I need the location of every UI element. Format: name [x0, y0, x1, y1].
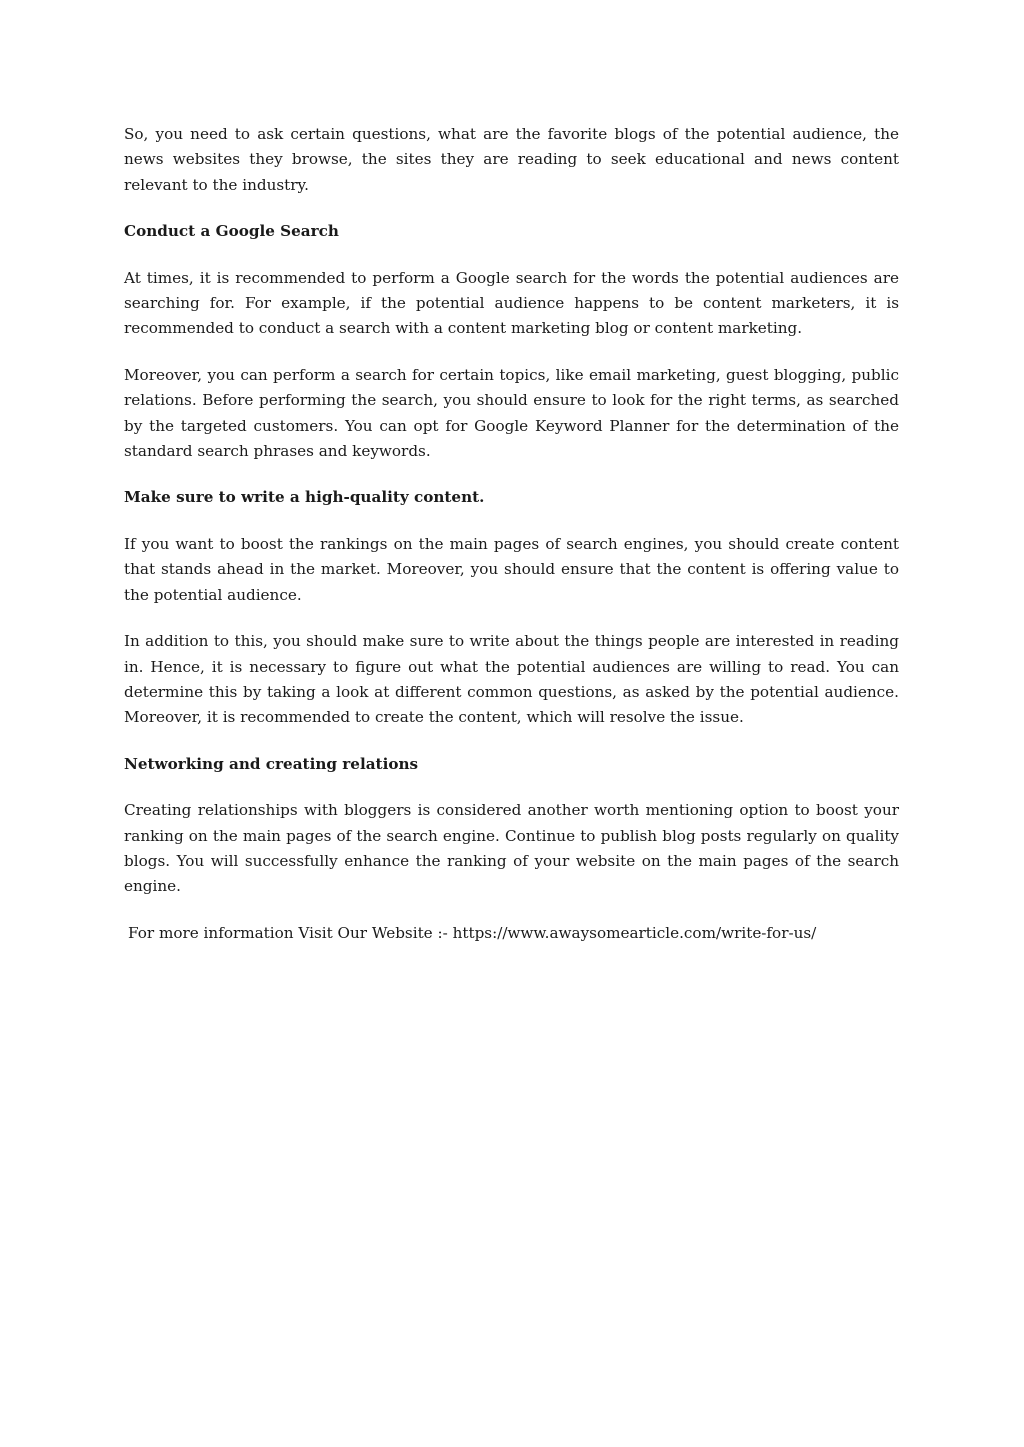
- heading-high-quality-content: Make sure to write a high-quality content.: [124, 488, 485, 507]
- website-link-line[interactable]: For more information Visit Our Website :- https://www.awaysomearticle.com/write-for-us/: [128, 923, 817, 942]
- paragraph-search-topics: Moreover, you can perform a search for certain topics, like email marketing, guest blogging, public relations. Before performing the search, you should ensure to look for the right terms, as searched by the targeted customers. You can opt for Google Keyword Planner for the determination of the standard search phrases and keywords.: [124, 365, 899, 461]
- paragraph-relationships: Creating relationships with bloggers is considered another worth mentioning option to boost your ranking on the main pages of the search engine. Continue to publish blog posts regularly on quality blogs. You will successfully enhance the ranking of your website on the main pages of the search engine.: [124, 801, 899, 896]
- heading-google-search: Conduct a Google Search: [124, 222, 339, 241]
- paragraph-google-search: At times, it is recommended to perform a Google search for the words the potential audiences are searching for. For example, if the potential audience happens to be content marketers, it is recommended to conduct a search with a content marketing blog or content marketing.: [124, 268, 899, 338]
- document-page: [124, 122, 899, 946]
- paragraph-audience-questions: So, you need to ask certain questions, what are the favorite blogs of the potential audience, the news websites they browse, the sites they are reading to seek educational and news content relevant to the industry.: [124, 125, 899, 194]
- paragraph-boost-rankings: If you want to boost the rankings on the main pages of search engines, you should create content that stands ahead in the market. Moreover, you should ensure that the content is offering value to the potential audience.: [124, 534, 899, 604]
- heading-networking: Networking and creating relations: [124, 754, 419, 773]
- paragraph-audience-interest: In addition to this, you should make sure to write about the things people are interested in reading in. Hence, it is necessary to figure out what the potential audiences are willing to read. You can determine this by taking a look at different common questions, as asked by the potential audience. Moreover, it is recommended to create the content, which will resolve the issue.: [124, 632, 899, 727]
